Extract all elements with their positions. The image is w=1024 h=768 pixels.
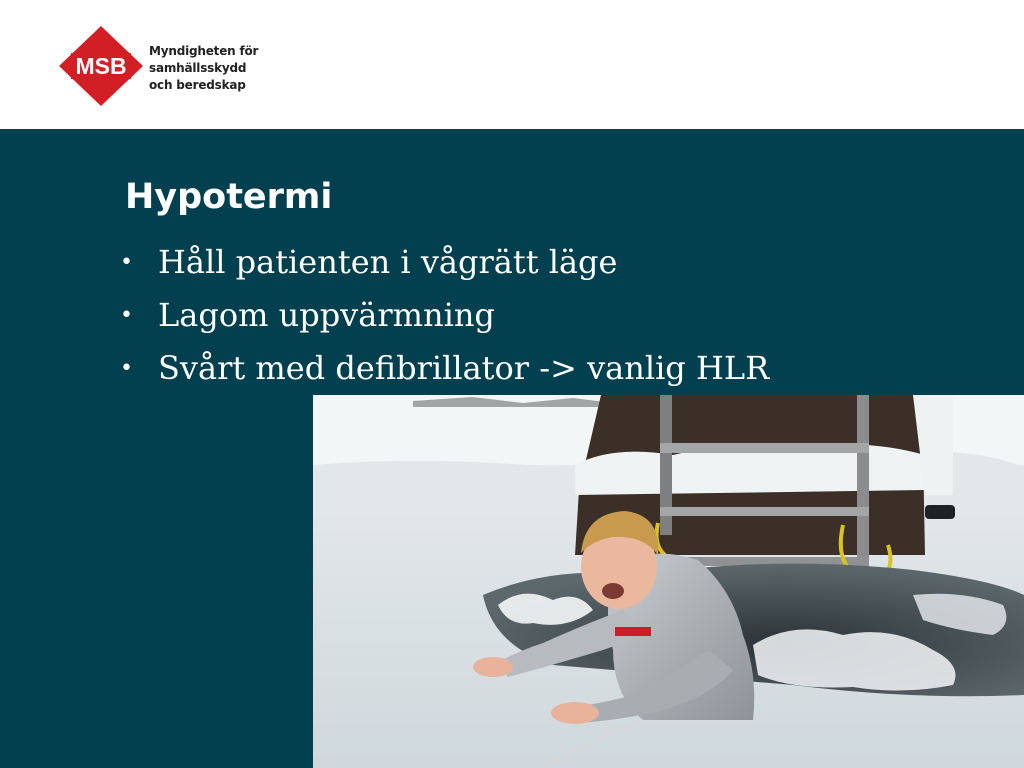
bullet-text: Svårt med defibrillator -> vanlig HLR (158, 349, 770, 387)
agency-name-line: och beredskap (149, 78, 246, 92)
slide-header (0, 0, 1024, 129)
bullet-item: • Svårt med defibrillator -> vanlig HLR (120, 349, 770, 387)
agency-name (149, 43, 258, 94)
msb-logo-icon (57, 24, 145, 108)
ice-rescue-photo (313, 395, 1024, 768)
logo-mark-text: MSB (75, 53, 127, 79)
bullet-text: Lagom uppvärmning (158, 296, 495, 334)
bullet-item: • Lagom uppvärmning (120, 296, 495, 334)
bullet-list (118, 236, 769, 395)
agency-name-line: Myndigheten för (149, 44, 259, 58)
bullet-item: • Håll patienten i vågrätt läge (120, 243, 618, 281)
agency-name-line: samhällsskydd (149, 61, 247, 75)
bullet-text: Håll patienten i vågrätt läge (158, 243, 618, 281)
slide-title: Hypotermi (125, 177, 333, 217)
